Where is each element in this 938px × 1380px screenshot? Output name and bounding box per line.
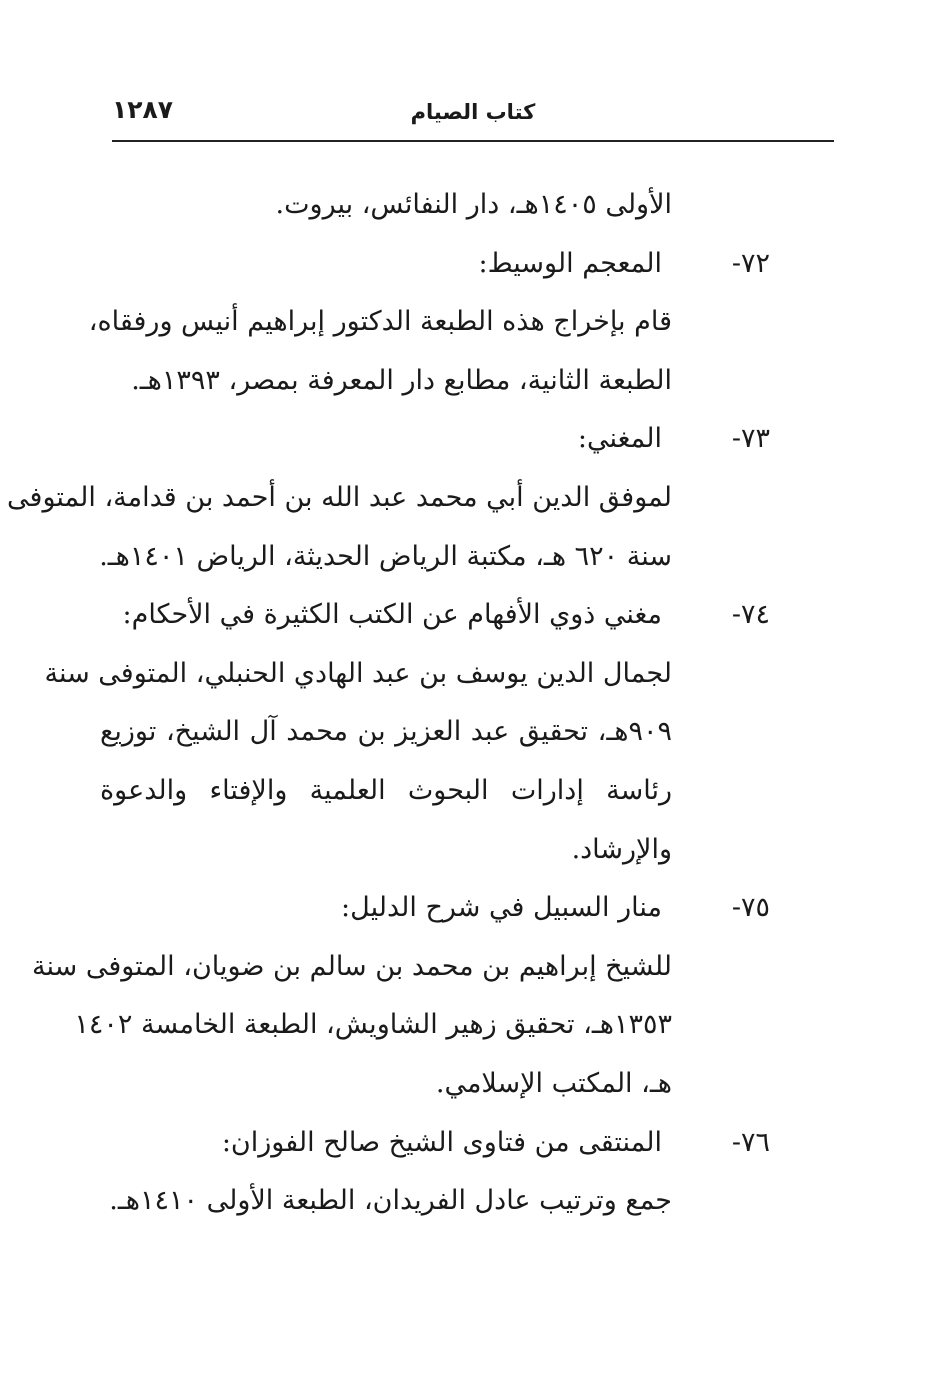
entry-text: الأولى ١٤٠٥هـ، دار النفائس، بيروت. bbox=[275, 189, 672, 220]
entry-title: المنتقى من فتاوى الشيخ صالح الفوزان: bbox=[221, 1126, 662, 1158]
bibliography-line bbox=[100, 352, 780, 411]
entry-title: المغني: bbox=[577, 423, 662, 455]
entry-text: سنة ٦٢٠ هـ، مكتبة الرياض الحديثة، الرياض ١٤٠١هـ. bbox=[99, 540, 672, 572]
header-divider bbox=[112, 140, 834, 142]
entry-text: قام بإخراج هذه الطبعة الدكتور إبراهيم أنيس ورفقاه، bbox=[88, 306, 672, 338]
entry-number: ٧٣- bbox=[731, 423, 770, 455]
running-title: كتاب الصيام bbox=[410, 100, 536, 124]
bibliography-line bbox=[100, 821, 780, 880]
entry-title: المعجم الوسيط: bbox=[478, 247, 662, 279]
bibliography-entry-heading bbox=[100, 1114, 780, 1173]
entry-text: والإرشاد. bbox=[571, 833, 672, 865]
bibliography-list bbox=[7, 176, 780, 1231]
bibliography-line bbox=[74, 996, 780, 1055]
entry-text: الطبعة الثانية، مطابع دار المعرفة بمصر، ١٣٩٣هـ. bbox=[131, 364, 672, 396]
entry-text: جمع وترتيب عادل الفريدان، الطبعة الأولى ١٤١٠هـ. bbox=[109, 1185, 672, 1217]
entry-text: للشيخ إبراهيم بن محمد بن سالم بن ضويان، المتوفى سنة bbox=[31, 950, 672, 982]
bibliography-line bbox=[100, 1172, 780, 1231]
bibliography-entry-heading bbox=[100, 586, 780, 645]
entry-number: ٧٦- bbox=[731, 1126, 770, 1158]
entry-text: لموفق الدين أبي محمد عبد الله بن أحمد بن قدامة، المتوفى bbox=[7, 481, 672, 513]
entry-number: ٧٥- bbox=[731, 892, 770, 924]
page-header bbox=[112, 92, 834, 138]
bibliography-line bbox=[7, 469, 780, 528]
bibliography-line bbox=[44, 645, 780, 704]
bibliography-line bbox=[100, 703, 780, 762]
entry-title: منار السبيل في شرح الدليل: bbox=[341, 892, 662, 924]
entry-title: مغني ذوي الأفهام عن الكتب الكثيرة في الأحكام: bbox=[122, 599, 662, 631]
bibliography-entry-heading bbox=[100, 410, 780, 469]
bibliography-line bbox=[100, 176, 780, 235]
entry-number: ٧٢- bbox=[731, 247, 770, 279]
bibliography-line bbox=[100, 762, 780, 821]
entry-number: ٧٤- bbox=[731, 599, 770, 631]
entry-text: ١٣٥٣هـ، تحقيق زهير الشاويش، الطبعة الخامسة ١٤٠٢ bbox=[74, 1009, 672, 1041]
bibliography-entry-heading bbox=[100, 879, 780, 938]
bibliography-line bbox=[100, 1055, 780, 1114]
entry-text: رئاسة إدارات البحوث العلمية والإفتاء والدعوة bbox=[100, 774, 672, 806]
bibliography-line bbox=[88, 293, 780, 352]
entry-text: هـ، المكتب الإسلامي. bbox=[435, 1067, 672, 1099]
bibliography-line bbox=[100, 528, 780, 587]
bibliography-entry-heading bbox=[100, 235, 780, 294]
page-number: ١٢٨٧ bbox=[112, 95, 174, 124]
entry-text: ٩٠٩هـ، تحقيق عبد العزيز بن محمد آل الشيخ، توزيع bbox=[100, 716, 672, 748]
bibliography-line bbox=[31, 938, 780, 997]
entry-text: لجمال الدين يوسف بن عبد الهادي الحنبلي، المتوفى سنة bbox=[44, 657, 672, 689]
